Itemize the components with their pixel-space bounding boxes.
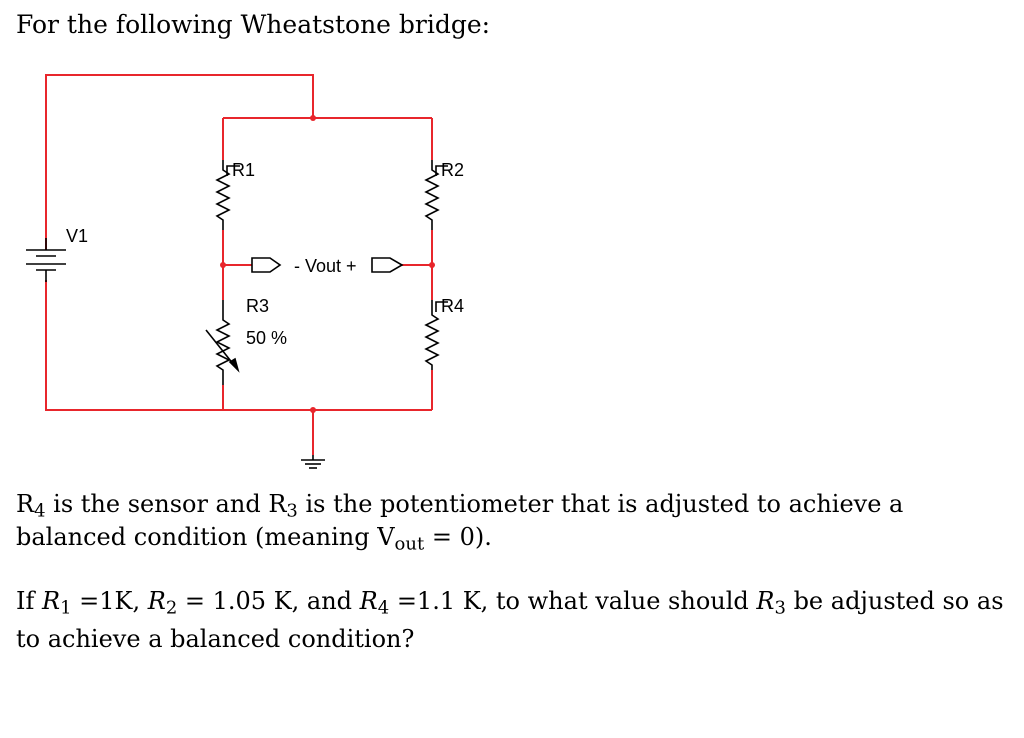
label-r1: R1 bbox=[232, 160, 256, 180]
wire-v1-bottom bbox=[46, 280, 432, 410]
p2-text-5: be adjusted so as to achieve a balanced condition? bbox=[16, 587, 1004, 653]
junction-top bbox=[310, 115, 316, 121]
vout-probe-right-icon bbox=[372, 258, 402, 272]
potentiometer-r3-icon bbox=[206, 300, 238, 385]
junction-bottom bbox=[310, 407, 316, 413]
p1-sub-2: 3 bbox=[286, 500, 298, 522]
p1-text-1: R bbox=[16, 490, 35, 518]
components bbox=[26, 160, 448, 468]
p1-text-2: is the sensor and R bbox=[45, 490, 287, 518]
junction-right-mid bbox=[429, 262, 435, 268]
question-heading: For the following Wheatstone bridge: bbox=[16, 10, 491, 39]
p2-r2-sub: 2 bbox=[165, 597, 178, 619]
p2-r4: R bbox=[359, 587, 378, 615]
wires bbox=[46, 75, 432, 455]
label-r4: R4 bbox=[441, 296, 465, 316]
p2-r3-sub: 3 bbox=[774, 597, 786, 619]
label-vout: - Vout + bbox=[294, 256, 357, 276]
p2-r2: R bbox=[147, 587, 166, 615]
battery-v1-icon bbox=[26, 238, 66, 282]
p2-r3: R bbox=[756, 587, 775, 615]
vout-probe-left-icon bbox=[252, 258, 280, 272]
p2-text-3: = 1.05 K, and bbox=[177, 587, 360, 615]
junction-left-mid bbox=[220, 262, 226, 268]
p2-text-4: =1.1 K, to what value should bbox=[389, 587, 757, 615]
wire-top-loop bbox=[46, 75, 313, 250]
ground-icon bbox=[301, 455, 325, 468]
p2-r1: R bbox=[42, 587, 61, 615]
label-v1: V1 bbox=[66, 226, 89, 246]
paragraph-sensor-description bbox=[16, 488, 1006, 554]
p2-text-1: If bbox=[16, 587, 42, 615]
p2-r4-sub: 4 bbox=[377, 597, 390, 619]
p2-text-2: =1K, bbox=[71, 587, 148, 615]
p1-text-4: = 0). bbox=[424, 523, 492, 551]
p2-r1-sub: 1 bbox=[60, 597, 72, 619]
p1-sub-1: 4 bbox=[34, 500, 46, 522]
label-r2: R2 bbox=[441, 160, 465, 180]
p1-text-3: is the potentiometer that is adjusted to achieve a balanced condition (meaning V bbox=[16, 490, 904, 551]
p1-sub-3: out bbox=[394, 533, 425, 555]
paragraph-question bbox=[16, 582, 1006, 658]
label-r3: R3 bbox=[246, 296, 270, 316]
wheatstone-bridge-diagram bbox=[0, 60, 520, 480]
label-r3-setting: 50 % bbox=[246, 328, 288, 348]
